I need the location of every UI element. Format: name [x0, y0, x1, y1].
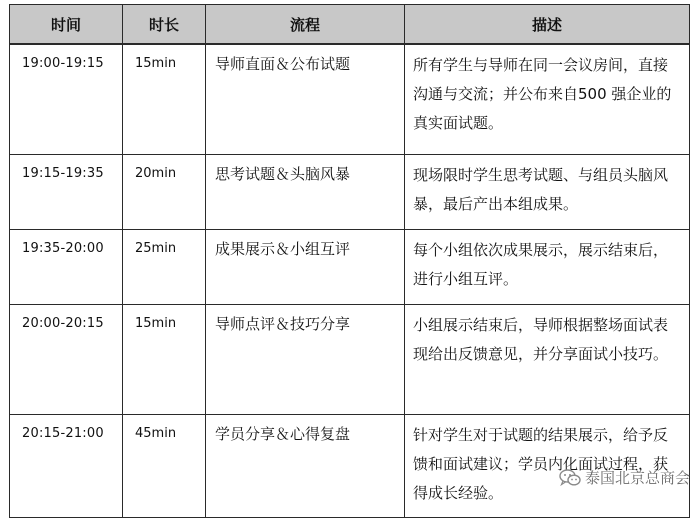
cell-description: 小组展示结束后，导师根据整场面试表现给出反馈意见，并分享面试小技巧。: [405, 305, 690, 415]
schedule-table: [9, 4, 690, 518]
header-description: 描述: [405, 5, 690, 45]
cell-process: 导师点评＆技巧分享: [206, 305, 405, 415]
wechat-icon: [559, 469, 581, 487]
cell-time: 20:00-20:15: [10, 305, 123, 415]
cell-time: 19:15-19:35: [10, 155, 123, 230]
table-row: [10, 44, 690, 155]
cell-duration: 15min: [123, 305, 206, 415]
watermark-text: 泰国北京总商会: [584, 469, 690, 487]
table-header-row: [10, 5, 690, 45]
cell-time: 19:35-20:00: [10, 230, 123, 305]
table-row: [10, 155, 690, 230]
cell-process: 思考试题＆头脑风暴: [206, 155, 405, 230]
cell-process: 导师直面＆公布试题: [206, 44, 405, 155]
cell-duration: 45min: [123, 415, 206, 518]
watermark: [559, 467, 690, 488]
table-row: [10, 230, 690, 305]
cell-description: 所有学生与导师在同一会议房间，直接沟通与交流；并公布来自500 强企业的真实面试题。: [405, 44, 690, 155]
cell-duration: 15min: [123, 44, 206, 155]
table-row: [10, 305, 690, 415]
cell-time: 20:15-21:00: [10, 415, 123, 518]
table-row: [10, 415, 690, 518]
cell-duration: 25min: [123, 230, 206, 305]
cell-time: 19:00-19:15: [10, 44, 123, 155]
header-duration: 时长: [123, 5, 206, 45]
cell-process: 成果展示＆小组互评: [206, 230, 405, 305]
header-process: 流程: [206, 5, 405, 45]
header-time: 时间: [10, 5, 123, 45]
cell-process: 学员分享＆心得复盘: [206, 415, 405, 518]
cell-description: 现场限时学生思考试题、与组员头脑风暴，最后产出本组成果。: [405, 155, 690, 230]
cell-duration: 20min: [123, 155, 206, 230]
cell-description: 每个小组依次成果展示，展示结束后，进行小组互评。: [405, 230, 690, 305]
cell-description: 针对学生对于试题的结果展示，给予反馈和面试建议；学员内化面试过程，获得成长经验。: [405, 415, 690, 518]
